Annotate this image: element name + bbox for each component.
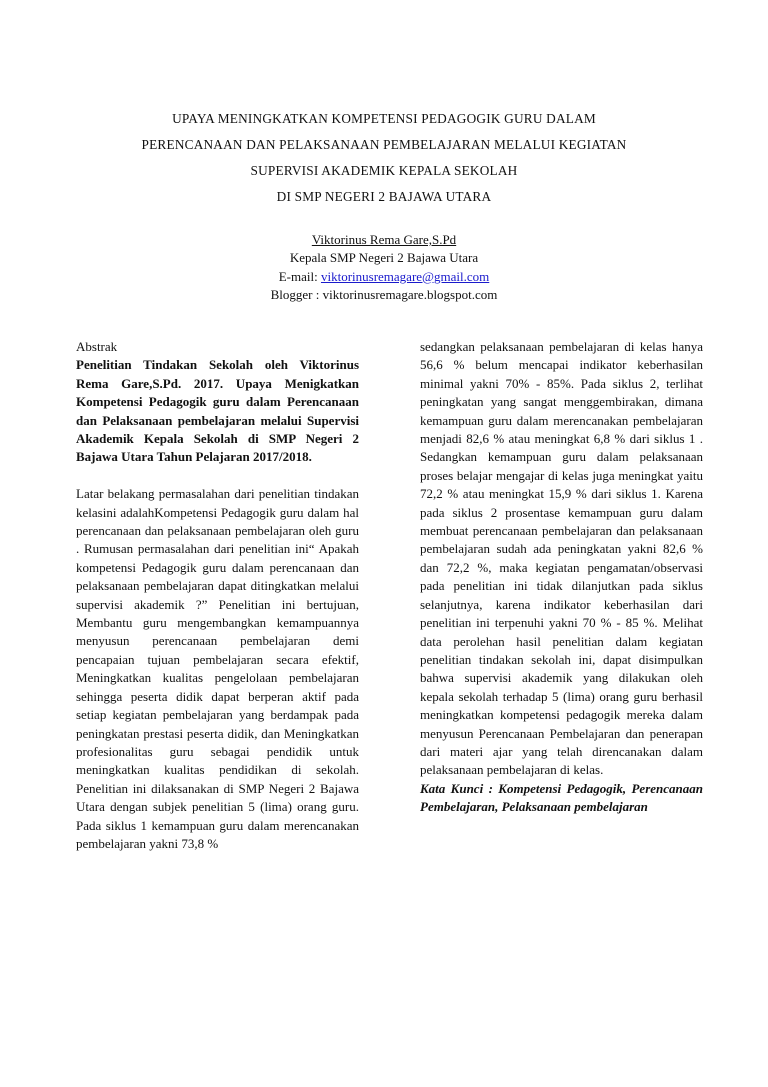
abstract-left-column xyxy=(76,338,359,853)
author-info xyxy=(90,231,678,304)
email-label: E-mail: xyxy=(278,268,321,284)
abstract-label: Abstrak xyxy=(76,339,118,354)
paper-title xyxy=(60,106,708,210)
author-name: Viktorinus Rema Gare,S.Pd xyxy=(311,232,457,247)
title-line-2: PERENCANAAN DAN PELAKSANAAN PEMBELAJARAN MELALUI KEGIATAN xyxy=(141,137,627,152)
author-email xyxy=(90,268,678,286)
title-line-1: UPAYA MENINGKATKAN KOMPETENSI PEDAGOGIK GURU DALAM xyxy=(172,111,596,126)
keywords: Kata Kunci : Kompetensi Pedagogik, Perencanaan Pembelajaran, Pelaksanaan pembelajaran xyxy=(420,780,703,815)
author-blogger: Blogger : viktorinusremagare.blogspot.com xyxy=(270,286,498,302)
abstract-body-right: sedangkan pelaksanaan pembelajaran di kelas hanya 56,6 % belum mencapai indikator keberhasilan minimal yakni 70% - 85%. Pada siklus 2, terlihat peningkatan yang sangat menggembirakan, dimana kemampuan guru dalam merencanakan pembelajaran menjadi 82,6 % atau meningkat 6,8 % dari siklus 1 . Sedangkan kemampuan guru dalam pelaksanaan proses belajar mengajar di kelas juga meningkat yaitu 72,2 % atau meningkat 15,9 % dari siklus 1. Karena pada siklus 2 prosentase kemampuan guru dalam membuat perencanaan pembelajaran dan pelaksanaan pembelajaran sudah ada peningkatan yakni 82,6 % dan 72,2 %, maka kegiatan pengamatan/observasi pada penelitian ini tidak dilanjutkan pada siklus selanjutnya, karena indikator keberhasilan dari penelitian ini terpenuhi yakni 70 % - 85 %. Melihat data perolehan hasil penelitian dalam kegiatan penelitian tindakan sekolah ini, dapat disimpulkan bahwa supervisi akademik yang dilakukan oleh kepala sekolah terhadap 5 (lima) orang guru berhasil meningkatkan kompetensi pedagogik mereka dalam menyusun Perencanaan Pembelajaran dan penerapan dari materi ajar yang telah direncanakan dalam pelaksanaan pembelajaran di kelas. xyxy=(420,339,703,778)
email-link[interactable]: viktorinusremagare@gmail.com xyxy=(320,268,490,284)
author-position: Kepala SMP Negeri 2 Bajawa Utara xyxy=(289,250,479,266)
title-line-3: SUPERVISI AKADEMIK KEPALA SEKOLAH xyxy=(250,163,518,178)
title-line-4: DI SMP NEGERI 2 BAJAWA UTARA xyxy=(276,189,492,204)
abstract-body-left: Latar belakang permasalahan dari penelitian tindakan kelasini adalahKompetensi Pedagogik guru dalam hal perencanaan dan pelaksanaan pembelajaran oleh guru . Rumusan permasalahan dari penelitian ini“ Apakah kompetensi Pedagogik guru dalam perencanaan dan pelaksanaan pembelajaran dapat ditingkatkan melalui supervisi akademik ?” Penelitian ini bertujuan, Membantu guru mengembangkan kemampuannya menyusun perencanaan pembelajaran demi pencapaian tujuan pembelajaran secara efektif, Meningkatkan kualitas pengelolaan pembelajaran sehingga peserta didik dapat berperan aktif pada setiap kegiatan pembelajaran yang berdampak pada peningkatan prestasi peserta didik, dan Meningkatkan profesionalitas guru sebagai pendidik untuk meningkatkan kualitas pendidikan di sekolah. Penelitian ini dilaksanakan di SMP Negeri 2 Bajawa Utara dengan subjek penelitian 5 (lima) orang guru. Pada siklus 1 kemampuan guru dalam merencanakan pembelajaran yakni 73,8 % xyxy=(76,486,359,851)
abstract-citation: Penelitian Tindakan Sekolah oleh Viktorinus Rema Gare,S.Pd. 2017. Upaya Menigkatkan Kompetensi Pedagogik guru dalam Perencanaan dan Pelaksanaan pembelajaran melalui Supervisi Akademik Kepala Sekolah di SMP Negeri 2 Bajawa Utara Tahun Pelajaran 2017/2018. xyxy=(76,357,359,465)
abstract-right-column xyxy=(420,338,703,817)
